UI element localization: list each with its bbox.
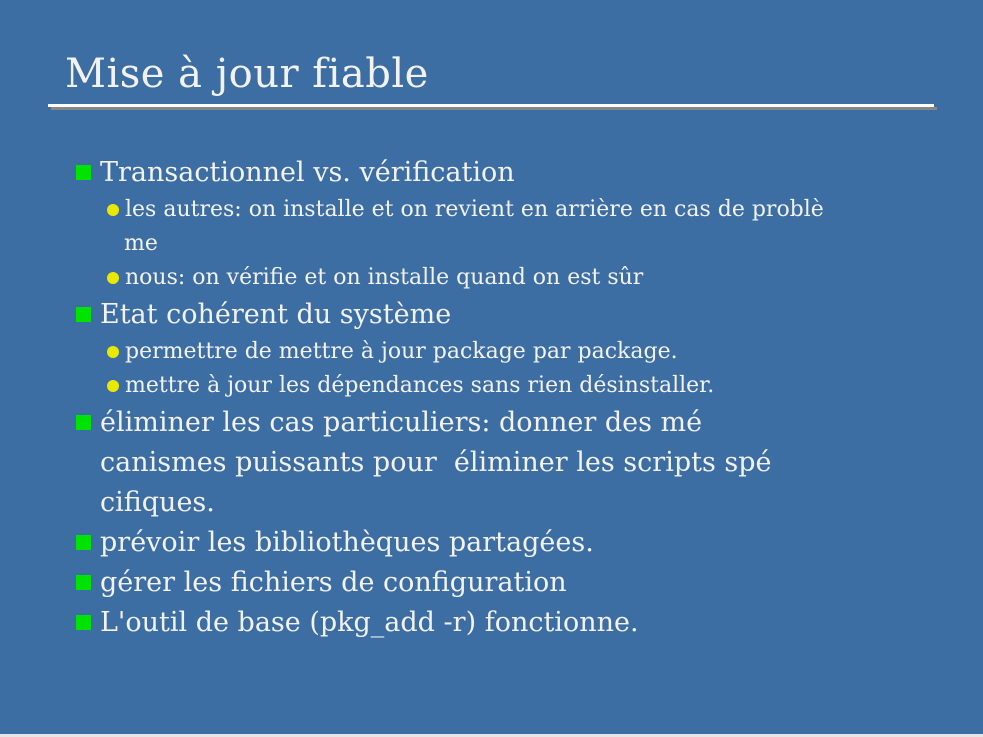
bullet-item xyxy=(0,523,983,563)
bullet-item xyxy=(0,563,983,603)
sub-bullet-item xyxy=(0,261,983,295)
sub-bullet-item xyxy=(0,335,983,369)
bullet-item-text: prévoir les bibliothèques partagées. xyxy=(100,527,594,558)
yellow-circle-bullet-icon xyxy=(107,346,119,358)
bullet-item xyxy=(0,403,983,443)
bullet-item xyxy=(0,153,983,193)
bullet-item xyxy=(0,295,983,335)
bullet-item-text: cifiques. xyxy=(100,487,215,518)
green-square-bullet-icon xyxy=(76,575,91,590)
sub-bullet-item xyxy=(0,369,983,403)
bullet-item-text: gérer les fichiers de configuration xyxy=(100,567,567,598)
yellow-circle-bullet-icon xyxy=(107,204,119,216)
green-square-bullet-icon xyxy=(76,165,91,180)
bullet-item-text: canismes puissants pour éliminer les scripts spé xyxy=(100,447,772,478)
sub-bullet-item-continuation xyxy=(0,227,983,261)
bullet-item-continuation xyxy=(0,483,983,523)
bullet-item-continuation xyxy=(0,443,983,483)
bullet-item-text: Transactionnel vs. vérification xyxy=(100,157,515,188)
sub-bullet-item-text: les autres: on installe et on revient en arrière en cas de problè xyxy=(125,197,824,222)
yellow-circle-bullet-icon xyxy=(107,272,119,284)
green-square-bullet-icon xyxy=(76,415,91,430)
bullet-item xyxy=(0,603,983,643)
sub-bullet-item xyxy=(0,193,983,227)
sub-bullet-item-text: mettre à jour les dépendances sans rien désinstaller. xyxy=(125,373,715,398)
title-underline-shadow xyxy=(51,107,937,110)
bullet-item-text: éliminer les cas particuliers: donner des mé xyxy=(100,407,703,438)
slide-title: Mise à jour fiable xyxy=(65,51,429,97)
sub-bullet-item-text: me xyxy=(124,231,158,256)
sub-bullet-item-text: permettre de mettre à jour package par package. xyxy=(125,339,678,364)
title-underline xyxy=(48,104,934,107)
green-square-bullet-icon xyxy=(76,615,91,630)
green-square-bullet-icon xyxy=(76,307,91,322)
green-square-bullet-icon xyxy=(76,535,91,550)
bullet-list xyxy=(0,153,983,643)
bullet-item-text: Etat cohérent du système xyxy=(100,299,452,330)
yellow-circle-bullet-icon xyxy=(107,380,119,392)
bullet-item-text: L'outil de base (pkg_add -r) fonctionne. xyxy=(100,607,639,638)
sub-bullet-item-text: nous: on vérifie et on installe quand on est sûr xyxy=(125,265,644,290)
